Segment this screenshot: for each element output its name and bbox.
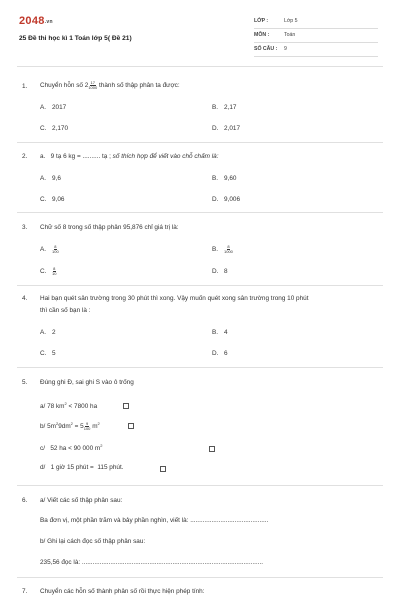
q6-divider: [17, 577, 383, 578]
q2-option-a-letter: A.: [40, 175, 47, 182]
q3-option-c-fraction: [52, 267, 56, 276]
q1-option-b[interactable]: [212, 104, 236, 111]
q6-b-line[interactable]: 235,56 đọc là: ......................................................................................................: [40, 559, 264, 566]
q1-option-a[interactable]: [40, 104, 66, 111]
q3-option-b-letter: B.: [212, 246, 219, 254]
q3-option-a[interactable]: [40, 245, 59, 254]
q1-suffix: thành số thập phân ta được:: [97, 82, 180, 90]
q2-option-c[interactable]: [40, 196, 64, 203]
q5-divider: [17, 485, 383, 486]
header-divider: [17, 66, 383, 67]
q5-item-d: [40, 464, 124, 471]
q4-option-b[interactable]: [212, 329, 228, 336]
q1-option-a-letter: A.: [40, 104, 47, 111]
q1-option-c-letter: C.: [40, 125, 47, 132]
q2-option-b-letter: B.: [212, 175, 219, 182]
q4-option-b-text: 4: [224, 329, 228, 336]
q5-item-d-value: 115 phút.: [97, 464, 124, 471]
q6-number: 6.: [22, 497, 28, 504]
q1-frac-num: 17: [90, 80, 95, 85]
q4-option-c-letter: C.: [40, 350, 47, 357]
site-logo[interactable]: [19, 15, 53, 27]
q7-number: 7.: [22, 588, 28, 595]
q4-text-line2: thì cần số bạn là :: [40, 307, 91, 314]
q2-option-a-text: 9,6: [52, 175, 61, 182]
q5-item-d-checkbox[interactable]: [160, 466, 166, 472]
q5-item-b-sq1: 2: [55, 421, 59, 426]
meta-count-label: SỐ CÂU :: [254, 46, 278, 52]
q4-option-a[interactable]: [40, 329, 56, 336]
q3-number: 3.: [22, 224, 28, 231]
q5-item-b-den: 100: [83, 425, 91, 431]
logo-text: 2048: [19, 15, 45, 27]
q5-item-b-suffix: m: [90, 423, 98, 431]
q5-item-a-sq: 2: [64, 401, 67, 406]
q1-text: [40, 81, 180, 90]
q5-item-c-checkbox[interactable]: [209, 446, 215, 452]
q2-option-a[interactable]: [40, 175, 61, 182]
q2-option-c-text: 9,06: [52, 196, 65, 203]
q5-item-b-num: 9: [85, 420, 89, 426]
meta-class-row: [254, 15, 378, 29]
q3-option-b-fraction: [224, 245, 233, 254]
q4-option-b-letter: B.: [212, 329, 219, 336]
q4-number: 4.: [22, 295, 28, 302]
q1-option-d[interactable]: [212, 125, 240, 132]
q5-item-a-checkbox[interactable]: [123, 403, 129, 409]
q2-option-b-text: 9,60: [224, 175, 237, 182]
q4-option-d-text: 6: [224, 350, 228, 357]
q5-item-c-text: 52 ha < 90 000 m: [50, 445, 101, 453]
q6-a-line[interactable]: Ba đơn vị, một phần trăm và bảy phần nghìn, viết là: ............................................: [40, 517, 269, 524]
q5-number: 5.: [22, 379, 28, 386]
q2-stem: 9 tạ 6 kg = .......... tạ ;: [50, 153, 111, 160]
q2-stem-italic: số thích hợp để viết vào chỗ chấm là:: [110, 153, 219, 160]
q4-option-a-text: 2: [52, 329, 56, 336]
q5-item-b-sq3: 2: [97, 421, 100, 426]
q3-option-b[interactable]: [212, 245, 233, 254]
q2-option-c-letter: C.: [40, 196, 47, 203]
q2-option-d[interactable]: [212, 196, 240, 203]
q2-part: a.: [40, 153, 46, 160]
q1-divider: [17, 142, 383, 143]
logo-suffix: .vn: [44, 19, 53, 25]
q1-option-c-text: 2,170: [52, 125, 68, 132]
meta-class-value: Lớp 5: [284, 18, 298, 24]
q5-item-a-prefix: a/ 78 km: [40, 403, 65, 411]
q5-item-a: [40, 401, 97, 410]
q2-option-d-letter: D.: [212, 196, 219, 203]
q2-text: [40, 153, 218, 160]
q2-option-b[interactable]: [212, 175, 236, 182]
meta-subject-row: [254, 29, 378, 43]
q4-option-d[interactable]: [212, 350, 228, 357]
q3-option-a-fraction: [52, 245, 59, 254]
q5-item-b-mid: 9dm: [58, 423, 71, 431]
q3-option-c-letter: C.: [40, 268, 47, 276]
q1-frac-den: 1000: [88, 85, 98, 90]
q5-item-b-eq: = 5: [72, 423, 84, 431]
q3-option-a-num: 8: [54, 244, 57, 249]
meta-subject-value: Toán: [284, 32, 296, 38]
q5-item-c: [40, 443, 102, 452]
q5-item-c-prefix: c/: [40, 445, 45, 453]
q4-text-line1: Hai bạn quét sân trường trong 30 phút thì xong. Vậy muốn quét xong sân trường trong 10 phút: [40, 295, 309, 302]
q4-option-a-letter: A.: [40, 329, 47, 336]
q3-option-c-den: 10: [52, 271, 57, 276]
q2-number: 2.: [22, 153, 28, 160]
q4-option-c[interactable]: [40, 350, 56, 357]
q1-option-d-text: 2,017: [224, 125, 240, 132]
q5-item-b-checkbox[interactable]: [128, 423, 134, 429]
q3-option-c-num: 8: [53, 266, 56, 271]
q3-option-b-num: 8: [227, 244, 230, 249]
q1-option-a-text: 2017: [52, 104, 67, 111]
q3-text: Chữ số 8 trong số thập phân 95,876 chỉ giá trị là:: [40, 224, 179, 231]
q3-option-b-den: 1000: [224, 249, 233, 254]
q5-item-a-suffix: < 7800 ha: [66, 403, 98, 411]
q3-option-c[interactable]: [40, 267, 56, 276]
exam-title: 25 Đề thi học kì 1 Toán lớp 5( Đề 21): [19, 35, 132, 42]
q3-option-d-letter: D.: [212, 268, 219, 275]
q5-item-d-text: 1 giờ 15 phút =: [50, 464, 94, 471]
q7-text: Chuyển các hỗn số thành phân số rồi thực hiện phép tính:: [40, 588, 205, 595]
q1-option-b-text: 2,17: [224, 104, 237, 111]
q4-option-c-text: 5: [52, 350, 56, 357]
meta-count-row: [254, 43, 378, 57]
q6-b-label: b/ Ghi lại cách đọc số thập phân sau:: [40, 538, 146, 545]
q3-option-d[interactable]: [212, 268, 228, 275]
q3-divider: [17, 285, 383, 286]
q1-number: 1.: [22, 83, 28, 90]
q1-option-d-letter: D.: [212, 125, 219, 132]
q5-item-d-prefix: d/: [40, 464, 46, 471]
q1-option-b-letter: B.: [212, 104, 219, 111]
q2-option-d-text: 9,006: [224, 196, 240, 203]
q1-prefix: Chuyển hỗn số 2: [40, 82, 89, 90]
meta-subject-label: MÔN :: [254, 32, 270, 38]
q5-item-b-prefix: b/ 5m: [40, 423, 56, 431]
q3-option-d-text: 8: [224, 268, 228, 275]
q2-divider: [17, 212, 383, 213]
meta-class-label: LỚP :: [254, 18, 269, 24]
q5-item-c-sq: 2: [100, 443, 103, 448]
meta-count-value: 9: [284, 46, 287, 52]
q4-divider: [17, 367, 383, 368]
q5-item-b: [40, 421, 100, 431]
q6-a-label: a/ Viết các số thập phân sau:: [40, 497, 123, 504]
q1-fraction: [88, 81, 97, 90]
q4-option-d-letter: D.: [212, 350, 219, 357]
q5-text: Đúng ghi Đ, sai ghi S vào ô trống: [40, 379, 134, 386]
q1-option-c[interactable]: [40, 125, 68, 132]
q5-item-b-sq2: 2: [70, 421, 73, 426]
q3-option-a-den: 100: [52, 249, 59, 254]
q3-option-a-letter: A.: [40, 246, 47, 254]
